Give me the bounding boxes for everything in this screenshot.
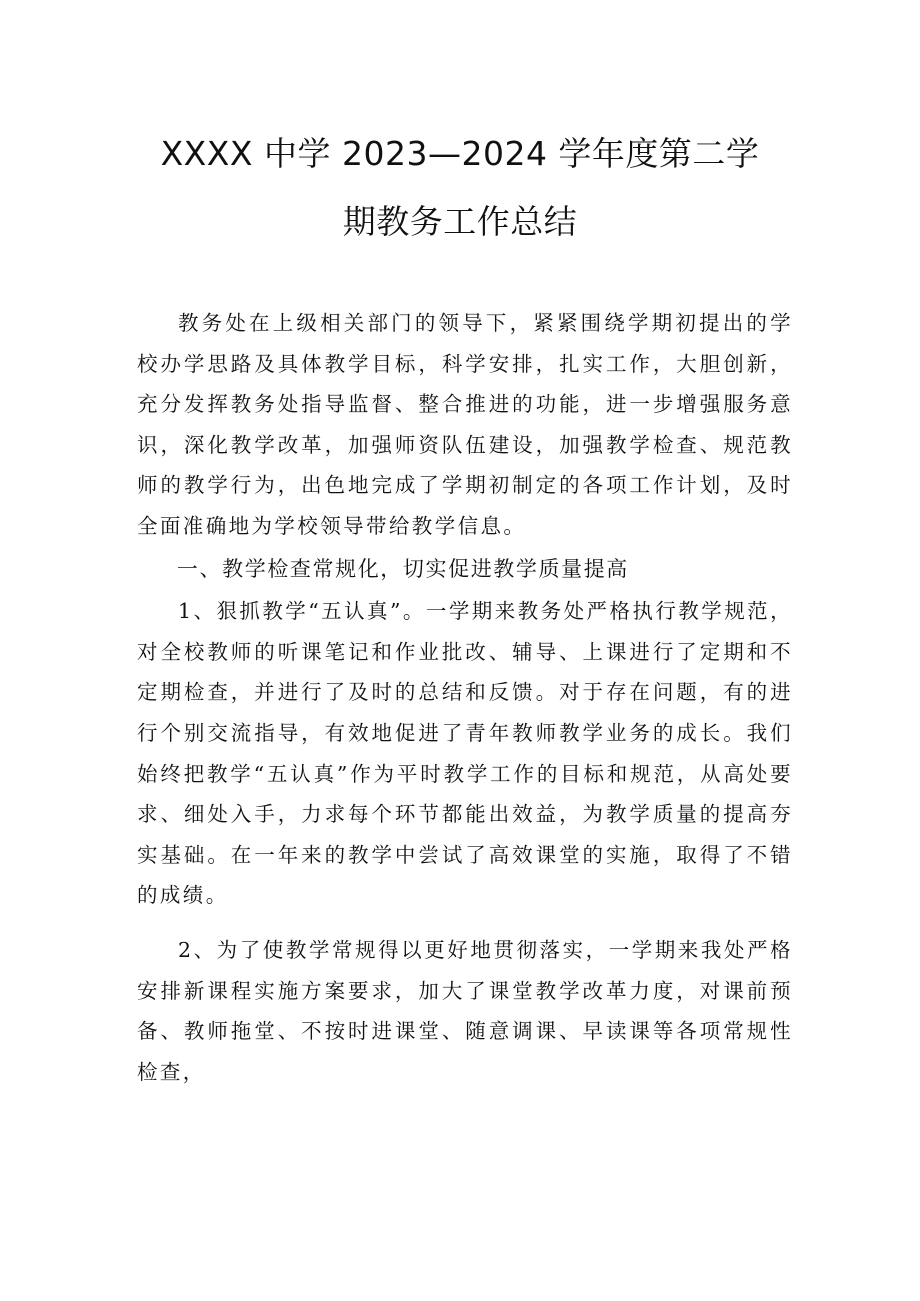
item-paragraph-2: 2、为了使教学常规得以更好地贯彻落实，一学期来我处严格安排新课程实施方案要求，加大了课堂教学改革力度，对课前预备、教师拖堂、不按时进课堂、随意调课、早读课等各项常规性检查， (137, 937, 793, 1084)
item-paragraph-1: 1、狠抓教学“五认真”。一学期来教务处严格执行教学规范，对全校教师的听课笔记和作业批改、辅导、上课进行了定期和不定期检查，并进行了及时的总结和反馈。对于存在问题，有的进行个别交流指导，有效地促进了青年教师教学业务的成长。我们始终把教学“五认真”作为平时教学工作的目标和规范，从高处要求、细处入手，力求每个环节都能出效益，为教学质量的提高夯实基础。在一年来的教学中尝试了高效课堂的实施，取得了不错的成绩。 (137, 599, 793, 908)
document-title-line-2: 期教务工作总结 (342, 202, 578, 241)
document-title-line-1: XXXX 中学 2023—2024 学年度第二学 (160, 134, 760, 173)
document-body (137, 303, 793, 1092)
intro-paragraph: 教务处在上级相关部门的领导下，紧紧围绕学期初提出的学校办学思路及具体教学目标，科学安排，扎实工作，大胆创新，充分发挥教务处指导监督、整合推进的功能，进一步增强服务意识，深化教学改革，加强师资队伍建设，加强教学检查、规范教师的教学行为，出色地完成了学期初制定的各项工作计划，及时全面准确地为学校领导带给教学信息。 (137, 311, 793, 538)
section-heading-1: 一、教学检查常规化，切实促进教学质量提高 (176, 556, 629, 581)
